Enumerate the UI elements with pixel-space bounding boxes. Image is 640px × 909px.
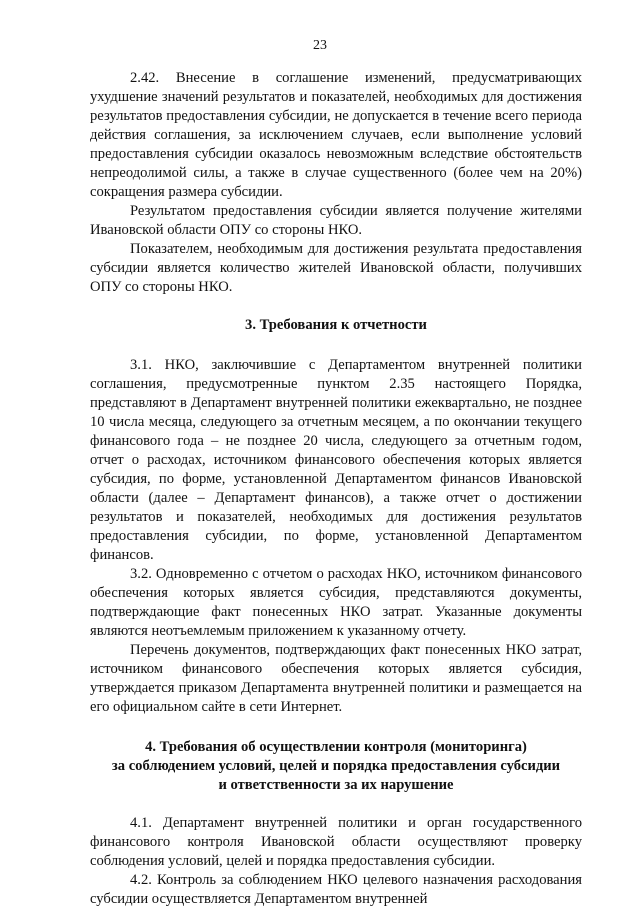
spacer — [90, 795, 582, 814]
spacer — [90, 717, 582, 738]
paragraph-4-2: 4.2. Контроль за соблюдением НКО целевого назначения расходования субсидии осуществляется Департаментом внутренней — [90, 872, 582, 907]
paragraph-3-2: 3.2. Одновременно с отчетом о расходах НКО, источником финансового обеспечения которых является субсидия, представляются документы, подтверждающие факт понесенных НКО затрат. Указанные документы являются неотъемлемым приложением к указанному отчету. — [90, 566, 582, 639]
section-4-heading-line-3: и ответственности за их нарушение — [218, 777, 454, 793]
spacer — [90, 297, 582, 316]
paragraph-3-1: 3.1. НКО, заключившие с Департаментом внутренней политики соглашения, предусмотренные пунктом 2.35 настоящего Порядка, представляют в Департамент внутренней политики ежеквартально, не позднее 10 числа месяца, следующего за отчетным месяцем, а по окончании текущего финансового года – не позднее 20 числа, следующего за отчетным годом, отчет о расходах, источником финансового обеспечения которых является субсидия, по форме, установленной Департаментом финансов Ивановской области (далее – Департамент финансов), а также отчет о достижении результатов и показателей, необходимых для достижения результатов предоставления субсидии, по форме, установленной Департаментом финансов. — [90, 357, 582, 563]
paragraph-result: Результатом предоставления субсидии является получение жителями Ивановской области ОПУ со стороны НКО. — [90, 203, 582, 238]
page-number: 23 — [313, 38, 327, 53]
section-4-heading-line-2: за соблюдением условий, целей и порядка предоставления субсидии — [111, 758, 561, 774]
section-4-heading-line-1: 4. Требования об осуществлении контроля (мониторинга) — [145, 739, 527, 755]
paragraph-documents-list: Перечень документов, подтверждающих факт понесенных НКО затрат, источником финансового обеспечения которых является субсидия, утверждается приказом Департамента внутренней политики и размещается на его официальном сайте в сети Интернет. — [90, 642, 582, 715]
document-body — [90, 69, 582, 909]
paragraph-4-1: 4.1. Департамент внутренней политики и орган государственного финансового контроля Ивановской области осуществляют проверку соблюдения условий, целей и порядка предоставления субсидии. — [90, 815, 582, 869]
section-3-heading: 3. Требования к отчетности — [245, 317, 427, 333]
paragraph-2-42: 2.42. Внесение в соглашение изменений, предусматривающих ухудшение значений результатов и показателей, необходимых для достижения результатов предоставления субсидии, не допускается в течение всего периода действия соглашения, за исключением случаев, если выполнение условий предоставления субсидии оказалось невозможным вследствие обстоятельств непреодолимой силы, а также в случае существенного (более чем на 20%) сокращения размера субсидии. — [90, 70, 582, 200]
paragraph-indicator: Показателем, необходимым для достижения результата предоставления субсидии является количество жителей Ивановской области, получивших ОПУ со стороны НКО. — [90, 241, 582, 295]
spacer — [90, 335, 582, 356]
